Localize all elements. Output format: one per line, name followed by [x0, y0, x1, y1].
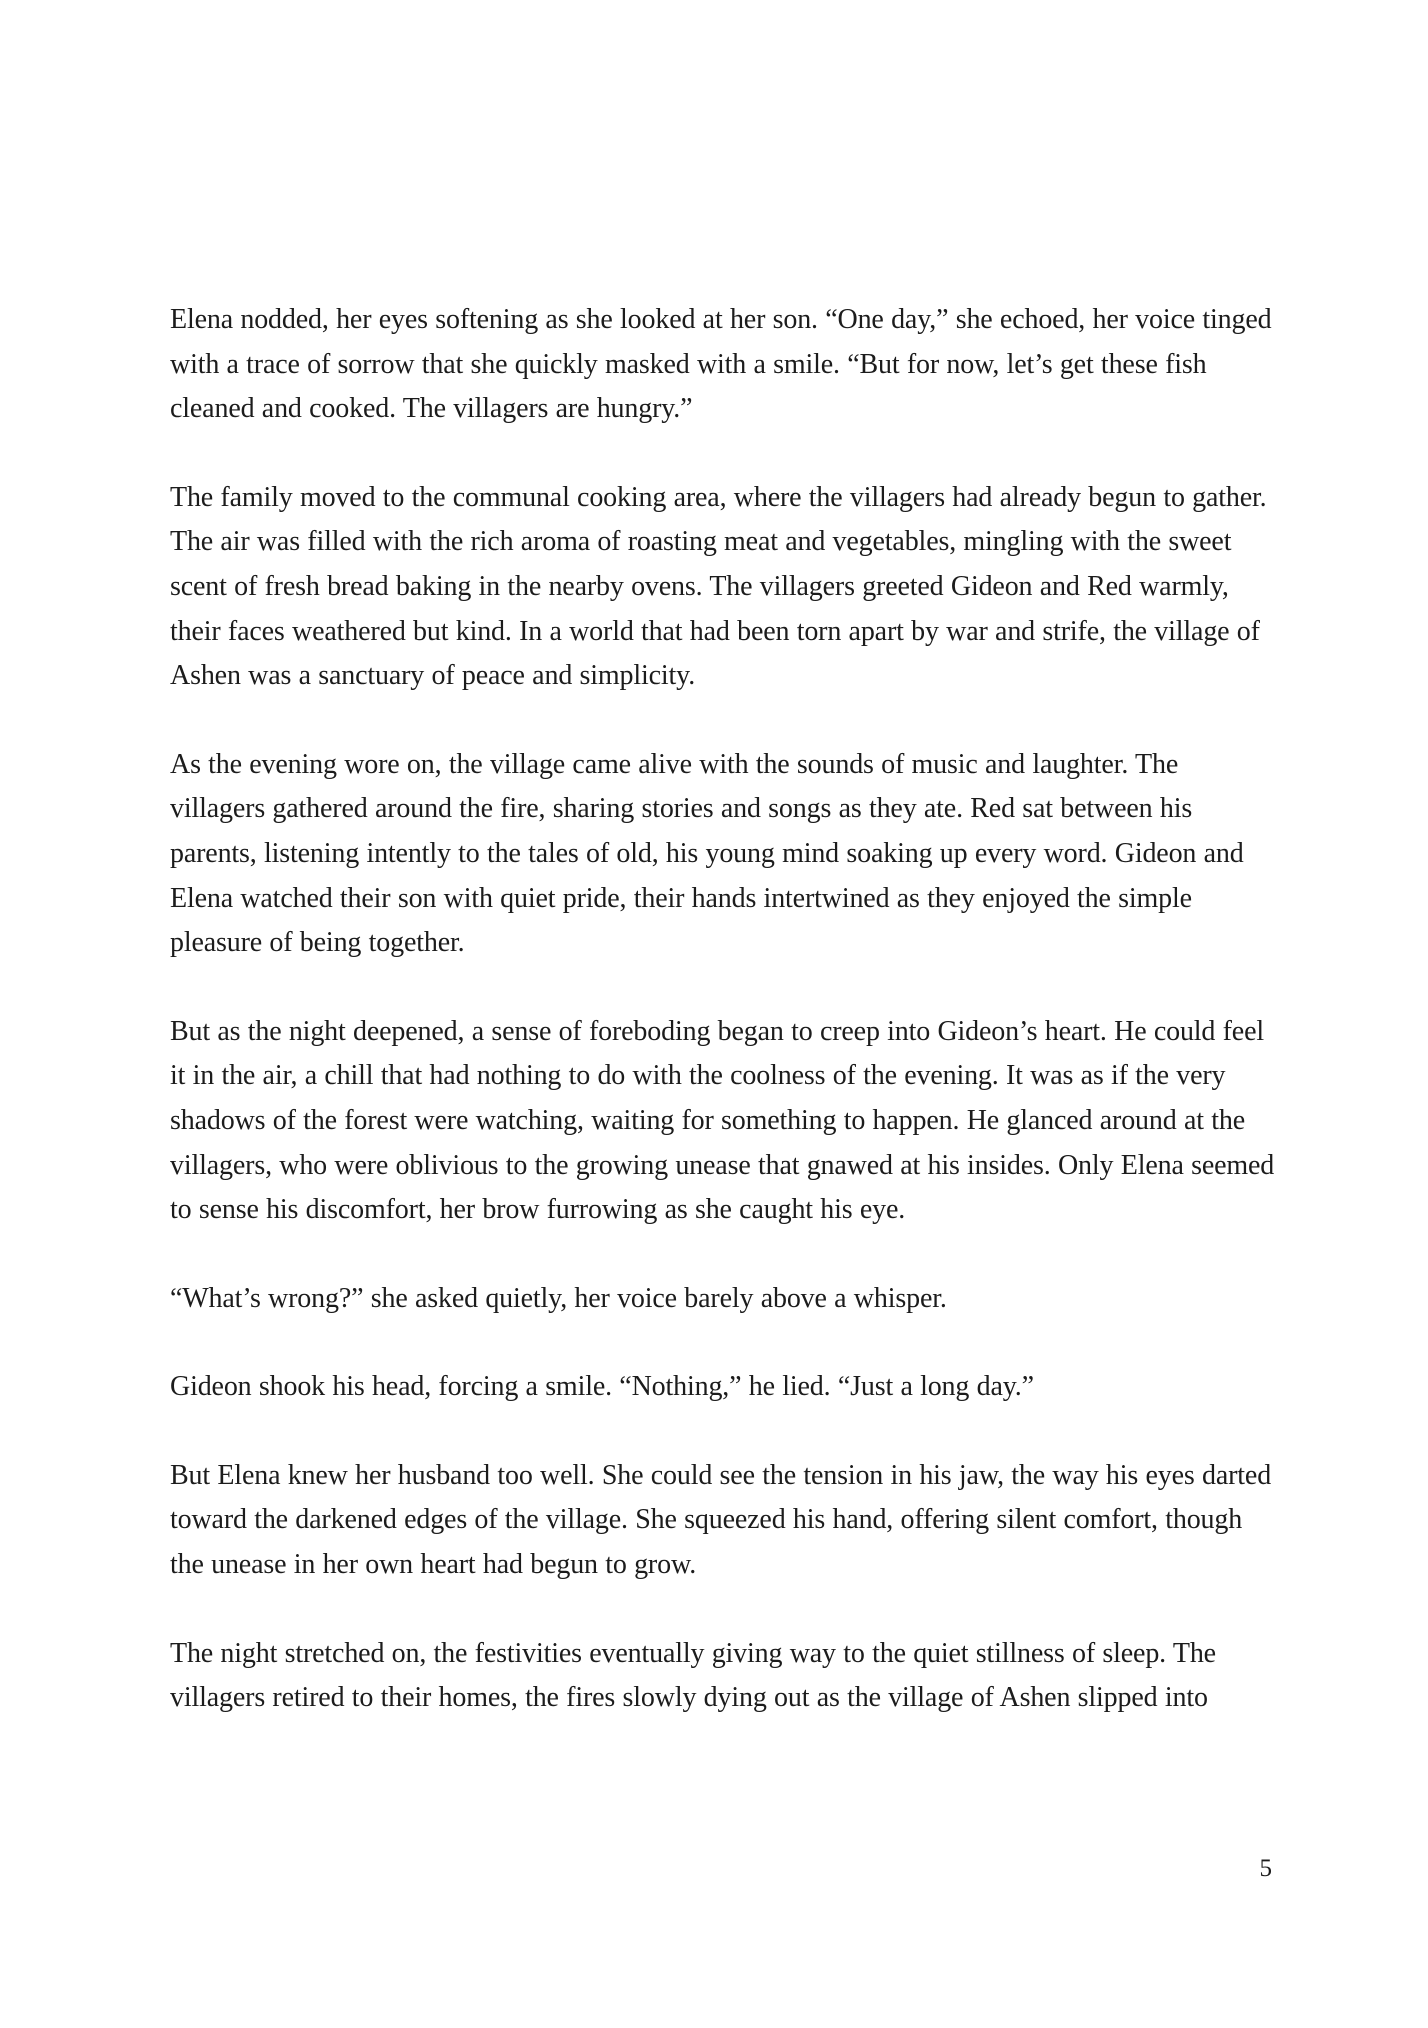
- paragraph-6: Gideon shook his head, forcing a smile. “Nothing,” he lied. “Just a long day.”: [170, 1371, 1034, 1403]
- paragraph-5: “What’s wrong?” she asked quietly, her voice barely above a whisper.: [170, 1282, 947, 1314]
- paragraph-1: Elena nodded, her eyes softening as she looked at her son. “One day,” she echoed, her voice tinged with a trace of sorrow that she quickly masked with a smile. “But for now, let’s get these fish cleaned and cooked. The villagers are hungry.”: [170, 304, 1272, 425]
- page-number: 5: [1259, 1855, 1272, 1882]
- paragraph-4: But as the night deepened, a sense of foreboding began to creep into Gideon’s heart. He could feel it in the air, a chill that had nothing to do with the coolness of the evening. It was as if the very shadows of the forest were watching, waiting for something to happen. He glanced around at the villagers, who were oblivious to the growing unease that gnawed at his insides. Only Elena seemed to sense his discomfort, her brow furrowing as she caught his eye.: [170, 1015, 1275, 1226]
- paragraph-8: The night stretched on, the festivities eventually giving way to the quiet stillness of sleep. The villagers retired to their homes, the fires slowly dying out as the village of Ashen slipped into: [170, 1637, 1216, 1714]
- paragraph-7: But Elena knew her husband too well. She could see the tension in his jaw, the way his eyes darted toward the darkened edges of the village. She squeezed his hand, offering silent comfort, though the unease in her own heart had begun to grow.: [170, 1459, 1272, 1581]
- page-body: [170, 298, 1280, 1765]
- paragraph-2: The family moved to the communal cooking area, where the villagers had already begun to gather. The air was filled with the rich aroma of roasting meat and vegetables, mingling with the sweet scent of fresh bread baking in the nearby ovens. The villagers greeted Gideon and Red warmly, their faces weathered but kind. In a world that had been torn apart by war and strife, the village of Ashen was a sanctuary of peace and simplicity.: [170, 481, 1267, 692]
- paragraph-3: As the evening wore on, the village came alive with the sounds of music and laughter. The villagers gathered around the fire, sharing stories and songs as they ate. Red sat between his parents, listening intently to the tales of old, his young mind soaking up every word. Gideon and Elena watched their son with quiet pride, their hands intertwined as they enjoyed the simple pleasure of being together.: [170, 748, 1244, 959]
